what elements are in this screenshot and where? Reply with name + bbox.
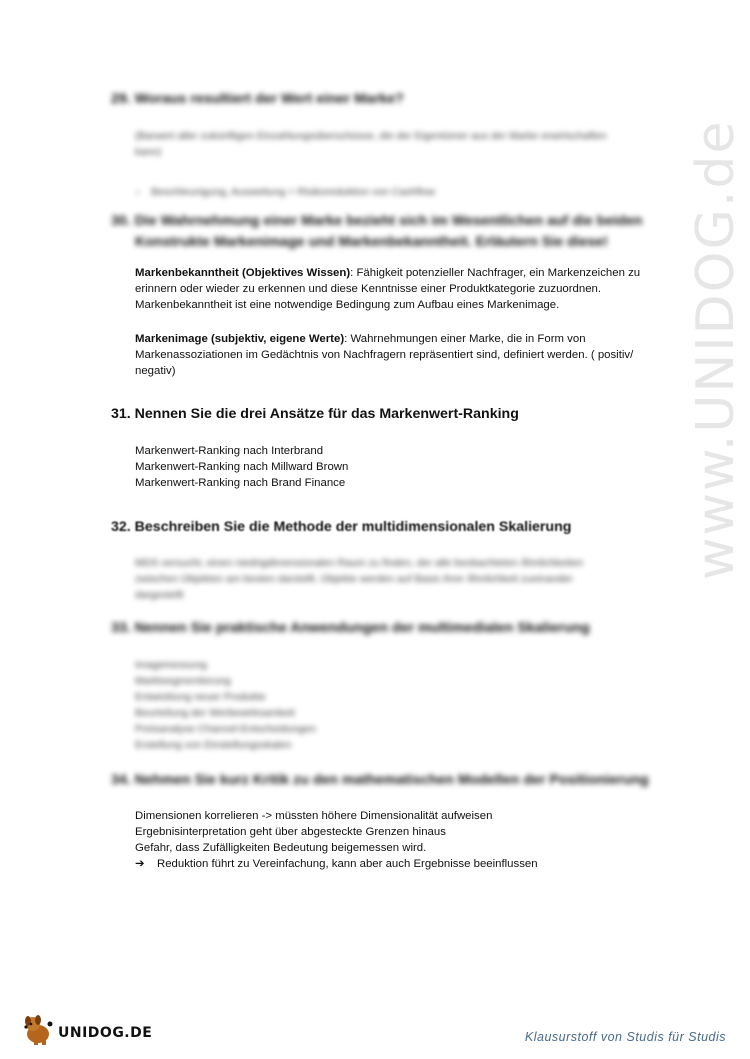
q32-line2: zwischen Objekten am besten darstellt. Objekte werden auf Basis ihrer Ähnlichkeit zueinander	[135, 573, 573, 585]
q30-p1-line1	[135, 265, 640, 281]
q30-p2-line1	[135, 331, 586, 347]
q30-p2-line1-rest: : Wahrnehmungen einer Marke, die in Form von	[344, 333, 586, 345]
q32-line1: MDS versucht, einen niedrigdimensionalen Raum zu finden, der alle beobachteten Ähnlichkeiten	[135, 557, 584, 569]
q33-item: Beurteilung der Werbewirksamkeit	[135, 707, 295, 719]
q29-bullet-text: Beschleunigung, Ausweitung + Risikoreduktion von Cashflow	[151, 186, 436, 198]
heading-q29: 29. Woraus resultiert der Wert einer Marke?	[111, 91, 404, 107]
q34-arrow-text: Reduktion führt zu Vereinfachung, kann aber auch Ergebnisse beeinflussen	[157, 858, 538, 870]
arrow-right-icon: ➔	[135, 858, 145, 870]
q30-p2-line2: Markenassoziationen im Gedächtnis von Nachfragern repräsentiert sind, definiert werden. ( positiv/	[135, 349, 634, 361]
q30-p2-line3: negativ)	[135, 365, 176, 377]
q33-item: Erstellung von Einstellungsskalen	[135, 739, 292, 751]
footer-tagline: Klausurstoff von Studis für Studis	[524, 1030, 726, 1044]
heading-q31: 31. Nennen Sie die drei Ansätze für das Markenwert-Ranking	[111, 406, 519, 422]
q30-p1-line2: erinnern oder wieder zu erkennen und diese Kenntnisse einer Produktkategorie zuzuordnen.	[135, 283, 602, 295]
q30-p1-line3: Markenbekanntheit ist eine notwendige Bedingung zum Aufbau eines Markenimage.	[135, 299, 560, 311]
q33-item: Imagemessung	[135, 659, 207, 671]
q29-answer-line2: kann)	[135, 146, 162, 158]
q33-item: Entwicklung neuer Produkte	[135, 691, 266, 703]
q34-item: Dimensionen korrelieren -> müssten höhere Dimensionalität aufweisen	[135, 810, 493, 822]
footer-logo-text: UNIDOG.DE	[58, 1025, 153, 1041]
q31-item: Markenwert-Ranking nach Millward Brown	[135, 461, 349, 473]
q34-item: Gefahr, dass Zufälligkeiten Bedeutung beigemessen wird.	[135, 842, 427, 854]
q34-item: Ergebnisinterpretation geht über abgesteckte Grenzen hinaus	[135, 826, 446, 838]
heading-q33: 33. Nennen Sie praktische Anwendungen der multimedialen Skalierung	[111, 620, 590, 636]
watermark: www.UNIDOG.de	[686, 119, 746, 580]
heading-q30-line1: 30. Die Wahrnehmung einer Marke bezieht sich im Wesentlichen auf die beiden	[111, 213, 643, 229]
q32-line3: dargestellt	[135, 589, 184, 601]
q31-item: Markenwert-Ranking nach Interbrand	[135, 445, 324, 457]
q33-item: Marktsegmentierung	[135, 675, 231, 687]
q33-item: Preisanalyse Channel-Entscheidungen	[135, 723, 316, 735]
heading-q34: 34. Nehmen Sie kurz Kritik zu den mathematischen Modellen der Positionierung	[111, 772, 649, 788]
term-markenbekanntheit: Markenbekanntheit (Objektives Wissen)	[135, 267, 351, 279]
q31-item: Markenwert-Ranking nach Brand Finance	[135, 477, 346, 489]
q30-p1-line1-rest: : Fähigkeit potenzieller Nachfrager, ein Markenzeichen zu	[350, 267, 641, 279]
bullet-marker-icon: ›	[136, 186, 152, 198]
heading-q30-line2: Konstrukte Markenimage und Markenbekanntheit. Erläutern Sie diese!	[135, 234, 609, 250]
q29-answer-line1: (Barwert aller zukünftigen Einzahlungsüberschüsse, die der Eigentümer aus der Marke erwirtschaften	[135, 130, 607, 142]
term-markenimage: Markenimage (subjektiv, eigene Werte)	[135, 333, 345, 345]
q34-arrow-item	[135, 856, 538, 870]
heading-q32: 32. Beschreiben Sie die Methode der multidimensionalen Skalierung	[111, 519, 572, 535]
q29-bullet	[136, 186, 435, 198]
